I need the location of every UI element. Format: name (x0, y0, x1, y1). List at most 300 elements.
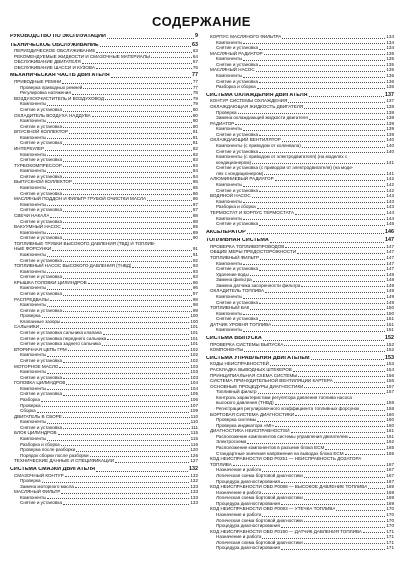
toc-left-column (10, 34, 198, 506)
toc-entry-page: 167 (386, 467, 394, 473)
toc-dot-leader (288, 102, 385, 103)
toc-entry-title: ОБЩИЕ МЕРЫ ПРЕДОСТОРОЖНОСТИ (210, 249, 297, 255)
toc-entry-title: Удаление воды (216, 271, 249, 277)
toc-entry-title: Процедура диагностирования (216, 500, 280, 506)
toc-entry-title: Проверка (216, 109, 237, 115)
toc-entry-title: Снятие и установка (216, 187, 259, 193)
toc-entry-title: Контроль характеристики регулятора давления топлива насоса (216, 394, 352, 400)
toc-entry-title: Снятие и установка (20, 218, 63, 224)
toc-dot-leader (263, 340, 384, 341)
toc-dot-leader (360, 410, 385, 411)
toc-entry-page: 87 (192, 201, 198, 207)
toc-entry-page: 135 (386, 56, 394, 62)
toc-entry-title: МАСЛЯНЫЙ ФИЛЬТР (14, 489, 61, 495)
toc-dot-leader (368, 488, 385, 489)
toc-dot-leader (262, 516, 385, 517)
toc-dot-leader (73, 183, 192, 184)
toc-dot-leader (275, 404, 386, 405)
toc-entry-page: 146 (385, 228, 394, 235)
toc-entry-title: ТОПЛИВНЫЙ ФИЛЬТР (210, 254, 260, 260)
toc-entry-title: Снятие и установка (20, 274, 63, 280)
toc-entry-title: ДИАГНОСТИКА НЕИСПРАВНОСТЕЙ (210, 428, 290, 434)
toc-entry-page: 170 (386, 506, 394, 512)
toc-dot-leader (61, 445, 190, 446)
toc-entry (10, 500, 198, 506)
toc-entry-page: 170 (386, 511, 394, 517)
toc-entry-page: 140 (386, 137, 394, 143)
toc-dot-leader (52, 250, 192, 251)
toc-entry-page: 160 (386, 417, 394, 423)
toc-entry-page: 160 (386, 422, 394, 428)
toc-dot-leader (264, 54, 386, 55)
toc-dot-leader (63, 378, 189, 379)
toc-entry-title: КОД НЕИСПРАВНОСТИ OBD P0088 — ВЫСОКОЕ ДАВЛЕНИЕ ТОПЛИВА (210, 484, 368, 490)
toc-entry-page: 82 (192, 145, 198, 151)
toc-entry-title: Разборка (20, 397, 40, 402)
toc-entry-title: Расположение компонентов системы управления двигателем (216, 433, 348, 439)
toc-entry-title: КОД НЕИСПРАВНОСТИ OBD P0093 — УТЕЧКА ТОПЛИВА (210, 506, 336, 512)
toc-entry-page: 171 (386, 539, 394, 545)
toc-dot-leader (272, 325, 385, 326)
toc-entry-page: 165 (386, 445, 394, 451)
toc-entry-title: СИСТЕМА СМАЗКИ ДВИГАТЕЛЯ (10, 466, 96, 472)
toc-entry-title: ОСНОВНЫЕ ПРОЦЕДУРЫ ДИАГНОСТИКИ (210, 383, 304, 389)
toc-entry-page: 143 (386, 204, 394, 210)
toc-entry-page: 77 (192, 72, 198, 79)
toc-dot-leader (62, 83, 191, 84)
toc-entry-title: Замена фильтра (216, 277, 252, 283)
toc-entry-page: 109 (190, 408, 198, 414)
toc-dot-leader (47, 389, 189, 390)
toc-entry-title: Компоненты (216, 198, 243, 204)
toc-dot-leader (243, 314, 385, 315)
toc-entry-page: 103 (190, 374, 198, 380)
toc-dot-leader (262, 471, 385, 472)
toc-entry-title: Компоненты (20, 118, 47, 124)
toc-entry-page: 158 (386, 406, 394, 411)
toc-entry-title: Компоненты (216, 260, 243, 266)
toc-entry-page: 110 (190, 413, 198, 419)
toc-entry (10, 458, 198, 464)
toc-entry-page: 79 (192, 101, 198, 107)
toc-dot-leader (96, 52, 191, 53)
toc-entry-page: 103 (190, 363, 198, 369)
toc-entry-title: МАСЛЯНЫЙ РАДИАТОР (210, 50, 263, 56)
toc-entry-page: 84 (192, 168, 198, 174)
toc-dot-leader (258, 393, 386, 394)
toc-entry (206, 230, 394, 236)
toc-dot-leader (257, 88, 386, 89)
toc-dot-leader (62, 228, 192, 229)
toc-dot-leader (63, 261, 192, 262)
toc-dot-leader (349, 437, 386, 438)
toc-entry-page: 106 (190, 397, 198, 402)
toc-entry-title: Регулировка натяжения (20, 90, 71, 96)
toc-dot-leader (281, 482, 385, 483)
toc-dot-leader (61, 322, 189, 323)
toc-dot-leader (47, 373, 189, 374)
toc-entry-page: 154 (386, 366, 394, 372)
toc-entry-title: Компоненты (216, 73, 243, 79)
toc-dot-leader (45, 150, 192, 151)
toc-entry-page: 149 (386, 294, 394, 300)
toc-dot-leader (75, 487, 189, 488)
toc-dot-leader (58, 434, 190, 435)
toc-entry-title: ТЕХНИЧЕСКИЕ ДАННЫЕ И СПЕЦИФИКАЦИИ (14, 458, 115, 464)
toc-entry-title: ДАТЧИК УРОВНЯ ТОПЛИВА (210, 321, 272, 327)
toc-entry-page: 142 (386, 187, 394, 193)
toc-entry-page: 136 (386, 78, 394, 84)
toc-entry-title: Компоненты (216, 310, 243, 316)
toc-entry-title: КОД НЕИСПРАВНОСТИ OBD P0190 — ДАТЧИК ДАВЛЕНИЯ ТОПЛИВА (210, 528, 362, 534)
toc-entry-title: Компоненты (20, 352, 47, 358)
toc-entry-page: 90 (192, 235, 198, 241)
toc-dot-leader (105, 99, 192, 100)
toc-entry-title: АЛЮМИНИЕВЫЙ РАДИАТОР (210, 176, 274, 182)
toc-entry-title: Проверка (20, 402, 41, 408)
toc-entry-page: 132 (190, 478, 198, 484)
toc-entry-title: Снятие и установка (20, 257, 63, 263)
toc-entry-title: ТУРБОКОМПРЕССОР (14, 162, 62, 168)
toc-entry-page: 151 (386, 321, 394, 327)
toc-dot-leader (304, 108, 385, 109)
toc-entry-title: ВЫПУСКНОЙ КОЛЛЕКТОР (14, 179, 72, 185)
toc-dot-leader (252, 163, 385, 164)
toc-entry-page: 139 (386, 131, 394, 137)
toc-dot-leader (298, 376, 385, 377)
toc-dot-leader (63, 111, 192, 112)
toc-entry-title: Компоненты (216, 126, 243, 132)
toc-dot-leader (295, 214, 385, 215)
toc-dot-leader (63, 295, 192, 296)
toc-entry-title: ДВИГАТЕЛЬ В СБОРЕ (14, 413, 62, 419)
toc-entry-page: 102 (190, 357, 198, 363)
toc-dot-leader (334, 382, 386, 383)
toc-entry-title: Процедура диагностирования (216, 545, 280, 551)
toc-entry-title: СИСТЕМА УПРАВЛЕНИЯ ДВИГАТЕЛЕМ (206, 355, 310, 361)
toc-entry-title: Компоненты (20, 201, 47, 207)
toc-entry-title: высокого давления (ТНВД) (216, 400, 274, 406)
toc-dot-leader (285, 247, 385, 248)
toc-entry-title: КРЫШКА ГОЛОВКИ ЦИЛИНДРОВ (14, 279, 87, 285)
toc-entry-title: Проверка системы (216, 417, 257, 423)
toc-entry-title: Снятие и установка (20, 391, 63, 397)
toc-entry-title: ПРОВЕРКА ТОПЛИВОПРОВОДОВ (210, 243, 285, 249)
toc-entry-title: Снятие и установка (216, 45, 259, 51)
toc-entry-title: Компоненты (20, 251, 47, 257)
toc-entry-title: ТОПЛИВНАЯ СИСТЕМА (206, 238, 269, 244)
toc-entry-page: 158 (386, 400, 394, 406)
toc-entry-page: 133 (190, 489, 198, 495)
toc-entry-title: ПРОВЕРКА СИСТЕМЫ ВЫПУСКА (210, 341, 284, 347)
toc-entry-title: Стандартные значения напряжения на выводах блока ECM (216, 450, 344, 456)
toc-entry-page: 149 (386, 282, 394, 288)
toc-entry-page: 157 (386, 383, 394, 389)
toc-entry-page: 160 (386, 411, 394, 417)
toc-entry-title: Снятие и установка (20, 357, 63, 363)
toc-entry-page: 162 (386, 439, 394, 445)
toc-dot-leader (336, 510, 385, 511)
toc-entry-page: 135 (386, 73, 394, 79)
toc-entry-page: 147 (386, 249, 394, 255)
toc-dot-leader (151, 57, 192, 58)
toc-dot-leader (96, 471, 188, 472)
toc-dot-leader (47, 233, 191, 234)
toc-entry-page: 156 (386, 372, 394, 378)
toc-entry-page: 133 (190, 483, 198, 489)
toc-entry-title: Компоненты (216, 56, 243, 62)
toc-entry-page: 149 (386, 288, 394, 294)
toc-entry-page: 115 (190, 430, 198, 436)
toc-dot-leader (243, 186, 385, 187)
toc-entry-title: Снятие и установка сальника клапана (20, 330, 102, 336)
toc-entry-title: ПРИВОДНЫЕ РЕМНИ (14, 79, 62, 85)
toc-dot-leader (257, 421, 385, 422)
toc-dot-leader (345, 454, 386, 455)
toc-entry-page: 143 (386, 198, 394, 204)
toc-entry-title: Компоненты (216, 39, 243, 45)
toc-dot-leader (235, 124, 385, 125)
toc-entry-title: Снятие и установка (20, 307, 63, 313)
toc-entry-page: 97 (192, 291, 198, 297)
toc-entry-title: Снятие и установка (216, 148, 259, 154)
toc-dot-leader (42, 482, 190, 483)
toc-dot-leader (253, 281, 386, 282)
toc-dot-leader (282, 38, 385, 39)
toc-dot-leader (243, 77, 385, 78)
toc-entry-title: Компоненты (20, 268, 47, 274)
toc-entry-title: Логическая схема бортовой диагностики (216, 539, 303, 545)
toc-entry-page: 80 (192, 118, 198, 124)
toc-entry-title: Порядок сборки после разборки (20, 452, 89, 458)
toc-entry-page: 102 (190, 352, 198, 358)
toc-dot-leader (363, 532, 385, 533)
toc-dot-leader (304, 521, 386, 522)
toc-entry-page: 167 (386, 478, 394, 484)
toc-entry-page: 96 (192, 285, 198, 291)
toc-entry-page: 99 (192, 307, 198, 313)
toc-dot-leader (259, 152, 385, 153)
toc-dot-leader (115, 462, 189, 463)
toc-entry-page: 111 (191, 424, 198, 430)
toc-dot-leader (259, 303, 385, 304)
toc-dot-leader (281, 527, 385, 528)
toc-entry-title: Компоненты (20, 385, 47, 391)
toc-entry-page: 63 (192, 41, 198, 48)
toc-entry-page: 148 (386, 277, 394, 283)
toc-dot-leader (63, 127, 192, 128)
toc-dot-leader (47, 172, 191, 173)
toc-dot-leader (47, 105, 191, 106)
toc-entry-title: Компоненты (20, 101, 47, 107)
toc-entry-title: Компоненты (с приводом от коленвала) (216, 142, 301, 148)
toc-entry-page: 78 (192, 90, 198, 96)
toc-dot-leader (47, 440, 189, 441)
toc-dot-leader (47, 256, 191, 257)
toc-entry-page: 141 (386, 159, 394, 165)
toc-entry-page: 103 (190, 369, 198, 375)
toc-right-column (206, 34, 394, 551)
toc-dot-leader (47, 356, 189, 357)
toc-dot-leader (47, 138, 191, 139)
toc-entry-page: 148 (386, 271, 394, 277)
toc-dot-leader (264, 174, 385, 175)
toc-entry-title: Компоненты (216, 182, 243, 188)
toc-entry-page: 147 (386, 266, 394, 272)
toc-dot-leader (293, 371, 385, 372)
toc-entry-title: Процедура диагностирования (216, 523, 280, 529)
toc-dot-leader (250, 275, 386, 276)
toc-entry-title: Снятие и установка (20, 291, 63, 297)
toc-dot-leader (50, 217, 191, 218)
toc-dot-leader (247, 233, 384, 234)
toc-entry-page: 142 (386, 182, 394, 188)
toc-dot-leader (259, 49, 385, 50)
toc-entry-page: 144 (386, 215, 394, 221)
toc-dot-leader (83, 88, 192, 89)
toc-dot-leader (284, 345, 385, 346)
toc-dot-leader (260, 259, 385, 260)
toc-entry-title: ВОЗДУХООЧИСТИТЕЛЬ И ВОЗДУХОВОД (14, 95, 105, 101)
toc-dot-leader (250, 309, 385, 310)
toc-entry-page: 92 (192, 257, 198, 263)
toc-entry-title: НЫЕ ФОРСУНКИ (14, 246, 52, 252)
toc-entry-page: 79 (192, 95, 198, 101)
toc-dot-leader (297, 253, 385, 254)
toc-dot-leader (63, 395, 189, 396)
toc-entry-title: Проверка (20, 478, 41, 484)
toc-entry-title: ОХЛАЖДАЮЩАЯ ЖИДКОСТЬ ДВИГАТЕЛЯ (210, 103, 304, 109)
toc-entry-title: Расположение компонентов в разъеме блока ECM (216, 445, 325, 451)
toc-entry-title: Снятие и установка (20, 424, 63, 430)
toc-entry-title: Снятие и установка заднего сальника (20, 341, 101, 347)
toc-entry-title: САЛЬНИКИ (14, 324, 40, 330)
toc-entry-page: 150 (386, 305, 394, 311)
toc-entry-title: МОТОРНОЕ МАСЛО (14, 363, 59, 369)
toc-entry-page: 101 (190, 341, 198, 347)
toc-entry-page: 91 (192, 246, 198, 252)
toc-dot-leader (304, 499, 386, 500)
toc-entry-page: 126 (190, 452, 198, 458)
toc-entry-page: 83 (192, 157, 198, 163)
toc-dot-leader (37, 412, 190, 413)
toc-dot-leader (63, 161, 192, 162)
toc-entry (206, 545, 394, 551)
toc-entry-page: 100 (190, 318, 198, 324)
toc-dot-leader (63, 278, 192, 279)
toc-dot-leader (63, 428, 190, 429)
toc-entry-title: Логическая схема бортовой диагностики (216, 495, 303, 501)
toc-dot-leader (281, 504, 385, 505)
toc-entry-title: ВПУСКНОЙ КОЛЛЕКТОР (14, 129, 68, 135)
toc-entry-title: ОХЛАДИТЕЛЬ ТОПЛИВА (210, 288, 265, 294)
toc-entry-title: Компоненты (20, 151, 47, 157)
toc-entry-page: 169 (386, 495, 394, 501)
toc-dot-leader (65, 476, 190, 477)
toc-entry-page: 135 (386, 61, 394, 67)
toc-entry-title: Логическая схема бортовой диагностики (216, 472, 303, 478)
toc-dot-leader (291, 432, 386, 433)
toc-entry-title: Снятие и установка (216, 78, 259, 84)
toc-entry-page: 115 (190, 436, 198, 442)
toc-dot-leader (247, 443, 385, 444)
toc-dot-leader (325, 449, 385, 450)
toc-entry-page: 144 (386, 209, 394, 215)
toc-dot-leader (47, 155, 191, 156)
toc-entry-page: 169 (386, 500, 394, 506)
toc-entry-page: 102 (190, 346, 198, 352)
toc-entry-page: 161 (386, 428, 394, 434)
toc-entry-page: 88 (192, 218, 198, 224)
toc-entry-title: Назначение и работа (216, 511, 262, 517)
toc-entry-page: 138 (386, 115, 394, 121)
toc-dot-leader (47, 423, 189, 424)
toc-entry-title: Разборка и сборка (20, 441, 60, 447)
toc-dot-leader (47, 289, 191, 290)
toc-dot-leader (92, 116, 192, 117)
toc-dot-leader (59, 367, 189, 368)
toc-entry-page: 81 (192, 134, 198, 140)
toc-entry-title: ТОПЛИВА (210, 461, 232, 467)
toc-dot-leader (63, 194, 192, 195)
toc-entry-page: 152 (386, 347, 394, 353)
toc-entry-page: 98 (192, 296, 198, 302)
toc-entry-title: Назначение и работа (216, 467, 262, 473)
toc-entry-title: Компоненты (20, 419, 47, 425)
toc-entry-title: Снятие и установка (20, 173, 63, 179)
toc-dot-leader (111, 77, 191, 78)
toc-entry-page: 134 (386, 45, 394, 51)
toc-entry-title: Снятие и установка (216, 61, 259, 67)
toc-entry-page: 171 (386, 534, 394, 540)
toc-dot-leader (47, 122, 191, 123)
toc-dot-leader (259, 65, 385, 66)
page-title: СОДЕРЖАНИЕ (152, 14, 251, 29)
toc-entry-page: 152 (386, 341, 394, 347)
toc-entry-page: 150 (386, 310, 394, 316)
toc-entry (10, 65, 198, 71)
toc-entry-page: 149 (386, 299, 394, 305)
toc-entry-title: Компоненты (20, 494, 47, 500)
toc-entry-title: РАСКЛАДКА ВЫВОДНЫХ ШТЕКЕРОВ (210, 366, 292, 372)
toc-entry-title: Снятие и установка (20, 190, 63, 196)
toc-entry-page: 137 (385, 91, 394, 98)
toc-entry-page: 133 (190, 494, 198, 500)
toc-entry-title: Снятие и установка (216, 299, 259, 305)
toc-dot-leader (72, 94, 192, 95)
toc-dot-leader (63, 177, 192, 178)
toc-entry-page: 137 (386, 98, 394, 104)
toc-entry-title: КОД НЕИСПРАВНОСТИ OBD P0251 — НЕИСПРАВНОСТЬ ДОЗАТОРА (210, 456, 362, 462)
toc-entry-title: Снятие и установка (20, 374, 63, 380)
toc-dot-leader (96, 68, 192, 69)
toc-entry-title: Снятие и установка (20, 235, 63, 241)
toc-entry-page: 165 (386, 450, 394, 456)
toc-dot-leader (47, 498, 189, 499)
toc-entry-page: 67 (192, 59, 198, 65)
toc-entry-title: ТЕХНИЧЕСКОЕ ОБСЛУЖИВАНИЕ (10, 42, 99, 48)
toc-entry-page: 142 (386, 176, 394, 182)
toc-dot-leader (281, 549, 385, 550)
toc-entry-title: Замена датчика засоренности фильтра (216, 282, 301, 288)
toc-entry-page: 80 (192, 112, 198, 118)
toc-entry-title: Снятие и установка (216, 131, 259, 137)
toc-entry-page: 116 (190, 441, 198, 447)
toc-entry-title: Компоненты (20, 185, 47, 191)
toc-entry-title: ПРИНЦИПИАЛЬНАЯ СХЕМА СИСТЕМЫ (210, 372, 298, 378)
toc-dot-leader (243, 219, 385, 220)
toc-entry-title: Назначение и работа (216, 534, 262, 540)
